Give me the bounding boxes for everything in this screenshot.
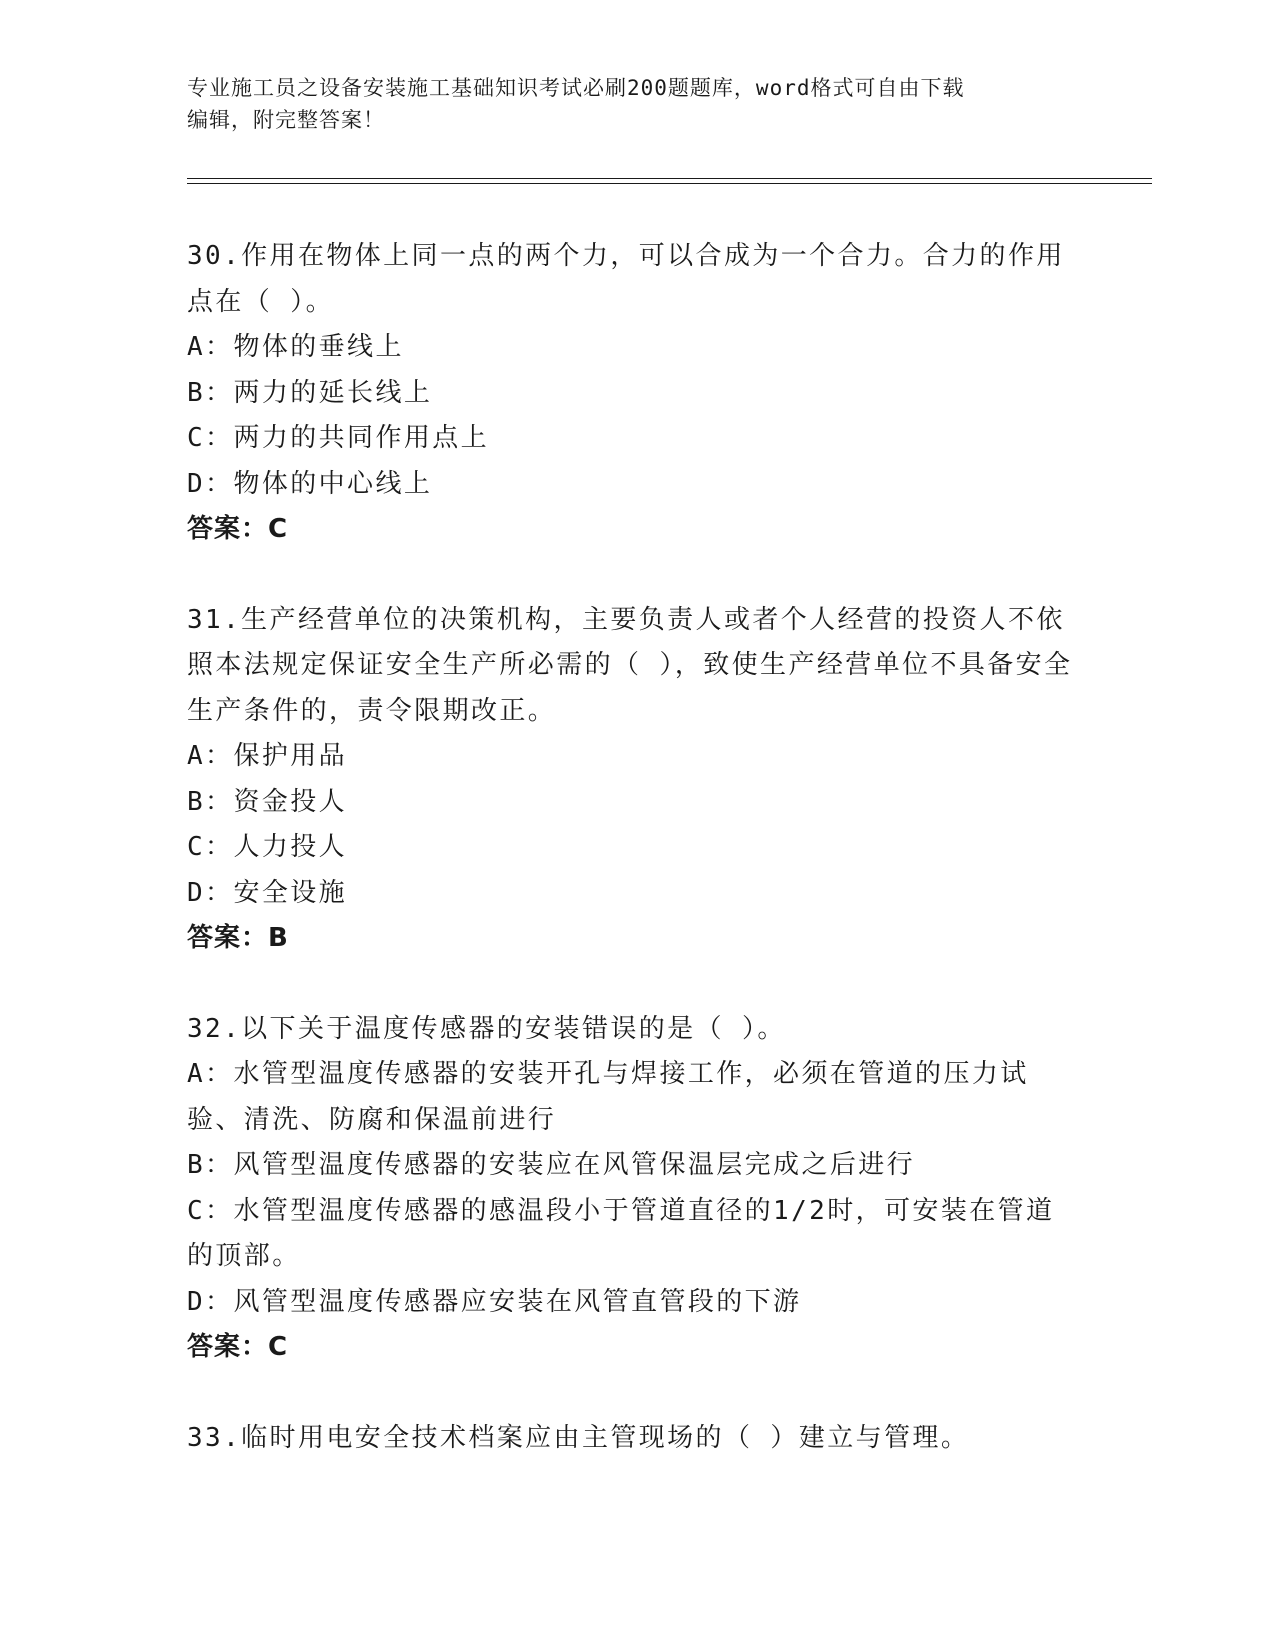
option-c: C：水管型温度传感器的感温段小于管道直径的1/2时，可安装在管道的顶部。: [187, 1195, 1055, 1271]
answer: 答案：B: [187, 923, 289, 953]
option-a: A：物体的垂线上: [187, 332, 404, 362]
question-list: [187, 234, 1077, 1506]
header-title-line-2: 编辑，附完整答案！: [187, 108, 385, 132]
header-title-line-1: 专业施工员之设备安装施工基础知识考试必刷200题题库，word格式可自由下载: [187, 76, 965, 100]
header-divider-bottom: [187, 183, 1152, 184]
option-d: D：风管型温度传感器应安装在风管直管段的下游: [187, 1286, 802, 1317]
option-b: B：两力的延长线上: [187, 377, 433, 408]
option-c: C：两力的共同作用点上: [187, 423, 490, 453]
question-stem: 32.以下关于温度传感器的安装错误的是（ ）。: [187, 1013, 786, 1044]
document-header: [187, 72, 1087, 136]
answer: 答案：C: [187, 1332, 289, 1362]
question-stem: 30.作用在物体上同一点的两个力，可以合成为一个合力。合力的作用点在（ ）。: [187, 241, 1065, 317]
question-33: [187, 1416, 1077, 1462]
question-stem: 33.临时用电安全技术档案应由主管现场的（ ）建立与管理。: [187, 1422, 970, 1453]
answer: 答案：C: [187, 514, 289, 544]
option-b: B：资金投人: [187, 786, 348, 817]
option-d: D：安全设施: [187, 877, 348, 908]
question-32: [187, 1007, 1077, 1371]
option-d: D：物体的中心线上: [187, 468, 433, 499]
question-30: [187, 234, 1077, 553]
option-a: A：保护用品: [187, 741, 348, 771]
option-c: C：人力投人: [187, 832, 348, 862]
option-b: B：风管型温度传感器的安装应在风管保温层完成之后进行: [187, 1150, 916, 1180]
question-31: [187, 598, 1077, 962]
question-stem: 31.生产经营单位的决策机构，主要负责人或者个人经营的投资人不依照本法规定保证安全生产所必需的（ ），致使生产经营单位不具备安全生产条件的，责令限期改正。: [187, 604, 1073, 726]
option-a: A：水管型温度传感器的安装开孔与焊接工作，必须在管道的压力试验、清洗、防腐和保温前进行: [187, 1059, 1029, 1135]
header-divider-top: [187, 178, 1152, 179]
